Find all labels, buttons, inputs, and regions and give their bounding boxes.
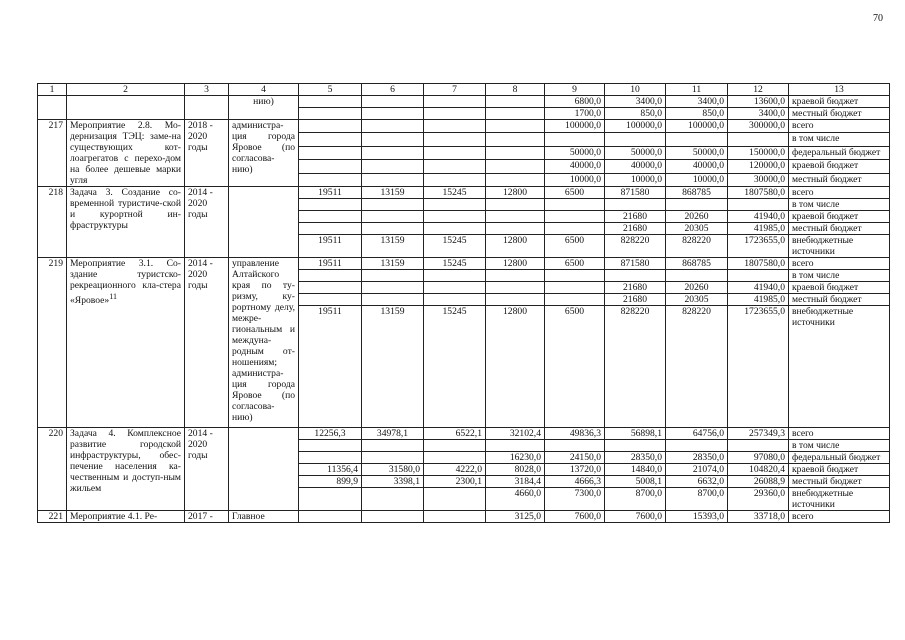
period-cell bbox=[185, 96, 229, 120]
value-cell: 828220 bbox=[666, 235, 728, 258]
value-cell bbox=[362, 120, 424, 133]
value-cell: 8700,0 bbox=[666, 488, 728, 511]
period-cell: 2018 - 2020 годы bbox=[185, 120, 229, 187]
value-cell bbox=[486, 120, 545, 133]
value-cell: 4222,0 bbox=[424, 464, 486, 476]
value-cell: 15393,0 bbox=[666, 511, 728, 523]
value-cell: 850,0 bbox=[605, 108, 666, 120]
source-cell: местный бюджет bbox=[789, 294, 890, 306]
value-cell: 1700,0 bbox=[545, 108, 605, 120]
value-cell bbox=[424, 120, 486, 133]
value-cell: 20305 bbox=[666, 223, 728, 235]
value-cell bbox=[362, 108, 424, 120]
value-cell: 32102,4 bbox=[486, 428, 545, 440]
value-cell: 13159 bbox=[362, 306, 424, 428]
value-cell: 41940,0 bbox=[728, 282, 789, 294]
header-cell: 10 bbox=[605, 84, 666, 96]
source-cell: всего bbox=[789, 428, 890, 440]
budget-table bbox=[37, 83, 890, 523]
source-cell: краевой бюджет bbox=[789, 96, 890, 108]
source-cell: краевой бюджет bbox=[789, 282, 890, 294]
value-cell: 40000,0 bbox=[605, 160, 666, 173]
table-row bbox=[38, 187, 890, 199]
value-cell: 16230,0 bbox=[486, 452, 545, 464]
value-cell: 868785 bbox=[666, 258, 728, 270]
value-cell: 41985,0 bbox=[728, 223, 789, 235]
value-cell: 21680 bbox=[605, 223, 666, 235]
value-cell: 13159 bbox=[362, 235, 424, 258]
value-cell: 50000,0 bbox=[666, 146, 728, 159]
source-cell: местный бюджет bbox=[789, 108, 890, 120]
value-cell: 104820,4 bbox=[728, 464, 789, 476]
value-cell: 4666,3 bbox=[545, 476, 605, 488]
header-cell: 5 bbox=[299, 84, 362, 96]
value-cell: 828220 bbox=[666, 306, 728, 428]
value-cell: 40000,0 bbox=[666, 160, 728, 173]
value-cell: 120000,0 bbox=[728, 160, 789, 173]
value-cell: 3184,4 bbox=[486, 476, 545, 488]
header-cell: 4 bbox=[229, 84, 299, 96]
value-cell: 13159 bbox=[362, 258, 424, 270]
value-cell: 15245 bbox=[424, 187, 486, 199]
row-number-cell: 218 bbox=[38, 187, 67, 258]
value-cell: 6500 bbox=[545, 235, 605, 258]
value-cell: 4660,0 bbox=[486, 488, 545, 511]
value-cell: 19511 bbox=[299, 258, 362, 270]
header-cell: 7 bbox=[424, 84, 486, 96]
executor-cell: нию) bbox=[229, 96, 299, 120]
value-cell: 6500 bbox=[545, 187, 605, 199]
value-cell: 10000,0 bbox=[666, 173, 728, 186]
source-cell: краевой бюджет bbox=[789, 160, 890, 173]
value-cell: 40000,0 bbox=[545, 160, 605, 173]
value-cell: 41940,0 bbox=[728, 211, 789, 223]
period-cell: 2017 - bbox=[185, 511, 229, 523]
value-cell: 1723655,0 bbox=[728, 306, 789, 428]
value-cell: 3125,0 bbox=[486, 511, 545, 523]
value-cell: 13720,0 bbox=[545, 464, 605, 476]
row-number-cell bbox=[38, 96, 67, 120]
value-cell: 150000,0 bbox=[728, 146, 789, 159]
footnote-mark: 11 bbox=[109, 292, 117, 301]
value-cell: 21680 bbox=[605, 294, 666, 306]
table-row bbox=[38, 258, 890, 270]
value-cell: 3398,1 bbox=[362, 476, 424, 488]
value-cell: 50000,0 bbox=[545, 146, 605, 159]
value-cell: 1807580,0 bbox=[728, 258, 789, 270]
value-cell: 21680 bbox=[605, 211, 666, 223]
row-number-cell: 221 bbox=[38, 511, 67, 523]
source-cell: в том числе bbox=[789, 270, 890, 282]
header-cell: 2 bbox=[67, 84, 185, 96]
table-row bbox=[38, 120, 890, 133]
value-cell: 49836,3 bbox=[545, 428, 605, 440]
value-cell: 6800,0 bbox=[545, 96, 605, 108]
measure-cell: Мероприятие 2.8. Мо-дернизация ТЭЦ: заме-на существующих кот-лоагрегатов с перехо-дом на более дешевые марки угля bbox=[67, 120, 185, 187]
source-cell: федеральный бюджет bbox=[789, 452, 890, 464]
value-cell bbox=[424, 108, 486, 120]
source-cell: в том числе bbox=[789, 199, 890, 211]
source-cell: в том числе bbox=[789, 440, 890, 452]
value-cell: 24150,0 bbox=[545, 452, 605, 464]
value-cell: 1807580,0 bbox=[728, 187, 789, 199]
header-cell: 13 bbox=[789, 84, 890, 96]
source-cell: местный бюджет bbox=[789, 173, 890, 186]
source-cell: местный бюджет bbox=[789, 223, 890, 235]
value-cell: 34978,1 bbox=[362, 428, 424, 440]
header-row bbox=[38, 84, 890, 96]
value-cell: 100000,0 bbox=[666, 120, 728, 133]
source-cell: местный бюджет bbox=[789, 476, 890, 488]
value-cell bbox=[486, 108, 545, 120]
value-cell: 97080,0 bbox=[728, 452, 789, 464]
header-cell: 3 bbox=[185, 84, 229, 96]
value-cell: 20260 bbox=[666, 282, 728, 294]
value-cell: 7300,0 bbox=[545, 488, 605, 511]
header-cell: 9 bbox=[545, 84, 605, 96]
value-cell: 828220 bbox=[605, 306, 666, 428]
value-cell: 13159 bbox=[362, 187, 424, 199]
value-cell: 15245 bbox=[424, 258, 486, 270]
measure-cell: Мероприятие 4.1. Ре- bbox=[67, 511, 185, 523]
value-cell: 7600,0 bbox=[605, 511, 666, 523]
value-cell: 2300,1 bbox=[424, 476, 486, 488]
value-cell: 871580 bbox=[605, 258, 666, 270]
value-cell: 14840,0 bbox=[605, 464, 666, 476]
header-cell: 12 bbox=[728, 84, 789, 96]
value-cell: 15245 bbox=[424, 235, 486, 258]
value-cell: 41985,0 bbox=[728, 294, 789, 306]
row-number-cell: 219 bbox=[38, 258, 67, 428]
source-cell: внебюджетные источники bbox=[789, 306, 890, 428]
value-cell: 6500 bbox=[545, 306, 605, 428]
value-cell: 850,0 bbox=[666, 108, 728, 120]
executor-cell: администра-ция города Яровое (по согласова-нию) bbox=[229, 120, 299, 187]
source-cell: краевой бюджет bbox=[789, 464, 890, 476]
measure-cell bbox=[67, 96, 185, 120]
table-row bbox=[38, 96, 890, 108]
measure-text: Мероприятие 3.1. Со-здание туристско-рекреационного кла-стера «Яровое» bbox=[70, 258, 181, 307]
source-cell: всего bbox=[789, 187, 890, 199]
value-cell: 6522,1 bbox=[424, 428, 486, 440]
value-cell bbox=[299, 96, 362, 108]
table-row bbox=[38, 428, 890, 440]
value-cell: 5008,1 bbox=[605, 476, 666, 488]
value-cell: 10000,0 bbox=[545, 173, 605, 186]
value-cell: 26088,9 bbox=[728, 476, 789, 488]
value-cell: 300000,0 bbox=[728, 120, 789, 133]
value-cell: 899,9 bbox=[299, 476, 362, 488]
value-cell: 31580,0 bbox=[362, 464, 424, 476]
header-cell: 1 bbox=[38, 84, 67, 96]
value-cell: 100000,0 bbox=[545, 120, 605, 133]
executor-cell bbox=[229, 428, 299, 511]
value-cell bbox=[362, 96, 424, 108]
value-cell: 21680 bbox=[605, 282, 666, 294]
value-cell: 7600,0 bbox=[545, 511, 605, 523]
value-cell: 3400,0 bbox=[666, 96, 728, 108]
value-cell: 12256,3 bbox=[299, 428, 362, 440]
value-cell: 8028,0 bbox=[486, 464, 545, 476]
value-cell: 56898,1 bbox=[605, 428, 666, 440]
value-cell: 28350,0 bbox=[605, 452, 666, 464]
value-cell: 20305 bbox=[666, 294, 728, 306]
value-cell: 12800 bbox=[486, 258, 545, 270]
value-cell: 11356,4 bbox=[299, 464, 362, 476]
executor-cell: Главное bbox=[229, 511, 299, 523]
value-cell: 33718,0 bbox=[728, 511, 789, 523]
source-cell: в том числе bbox=[789, 133, 890, 146]
value-cell: 871580 bbox=[605, 187, 666, 199]
value-cell: 19511 bbox=[299, 306, 362, 428]
period-cell: 2014 - 2020 годы bbox=[185, 428, 229, 511]
value-cell: 29360,0 bbox=[728, 488, 789, 511]
value-cell bbox=[299, 120, 362, 133]
value-cell bbox=[424, 96, 486, 108]
value-cell: 3400,0 bbox=[605, 96, 666, 108]
value-cell bbox=[486, 96, 545, 108]
source-cell: всего bbox=[789, 120, 890, 133]
value-cell: 30000,0 bbox=[728, 173, 789, 186]
value-cell: 50000,0 bbox=[605, 146, 666, 159]
source-cell: краевой бюджет bbox=[789, 211, 890, 223]
table-row bbox=[38, 511, 890, 523]
executor-cell bbox=[229, 187, 299, 258]
measure-cell bbox=[67, 258, 185, 428]
value-cell: 19511 bbox=[299, 235, 362, 258]
value-cell: 12800 bbox=[486, 235, 545, 258]
period-cell: 2014 - 2020 годы bbox=[185, 258, 229, 428]
value-cell: 12800 bbox=[486, 306, 545, 428]
period-cell: 2014 - 2020 годы bbox=[185, 187, 229, 258]
page-number: 70 bbox=[873, 13, 883, 24]
source-cell: внебюджетные источники bbox=[789, 488, 890, 511]
value-cell: 3400,0 bbox=[728, 108, 789, 120]
value-cell: 21074,0 bbox=[666, 464, 728, 476]
header-cell: 6 bbox=[362, 84, 424, 96]
value-cell: 6632,0 bbox=[666, 476, 728, 488]
source-cell: внебюджетные источники bbox=[789, 235, 890, 258]
value-cell: 28350,0 bbox=[666, 452, 728, 464]
header-cell: 8 bbox=[486, 84, 545, 96]
value-cell: 257349,3 bbox=[728, 428, 789, 440]
measure-cell: Задача 3. Создание со-временной туристиче-ской и курортной ин-фраструктуры bbox=[67, 187, 185, 258]
value-cell: 13600,0 bbox=[728, 96, 789, 108]
value-cell: 12800 bbox=[486, 187, 545, 199]
value-cell: 15245 bbox=[424, 306, 486, 428]
source-cell: федеральный бюджет bbox=[789, 146, 890, 159]
value-cell: 20260 bbox=[666, 211, 728, 223]
source-cell: всего bbox=[789, 258, 890, 270]
value-cell: 1723655,0 bbox=[728, 235, 789, 258]
executor-cell: управление Алтайского края по ту-ризму, ку-рортному делу, межре-гиональным и междуна-родным от-ношениям; администра-ция города Яровое (по согласова-нию) bbox=[229, 258, 299, 428]
source-cell: всего bbox=[789, 511, 890, 523]
row-number-cell: 220 bbox=[38, 428, 67, 511]
row-number-cell: 217 bbox=[38, 120, 67, 187]
value-cell: 6500 bbox=[545, 258, 605, 270]
value-cell: 64756,0 bbox=[666, 428, 728, 440]
value-cell: 10000,0 bbox=[605, 173, 666, 186]
header-cell: 11 bbox=[666, 84, 728, 96]
value-cell: 828220 bbox=[605, 235, 666, 258]
value-cell bbox=[299, 108, 362, 120]
value-cell: 868785 bbox=[666, 187, 728, 199]
value-cell: 19511 bbox=[299, 187, 362, 199]
measure-cell: Задача 4. Комплексное развитие городской инфраструктуры, обес-печение населения ка-чественным и доступ-ным жильем bbox=[67, 428, 185, 511]
value-cell: 8700,0 bbox=[605, 488, 666, 511]
value-cell: 100000,0 bbox=[605, 120, 666, 133]
